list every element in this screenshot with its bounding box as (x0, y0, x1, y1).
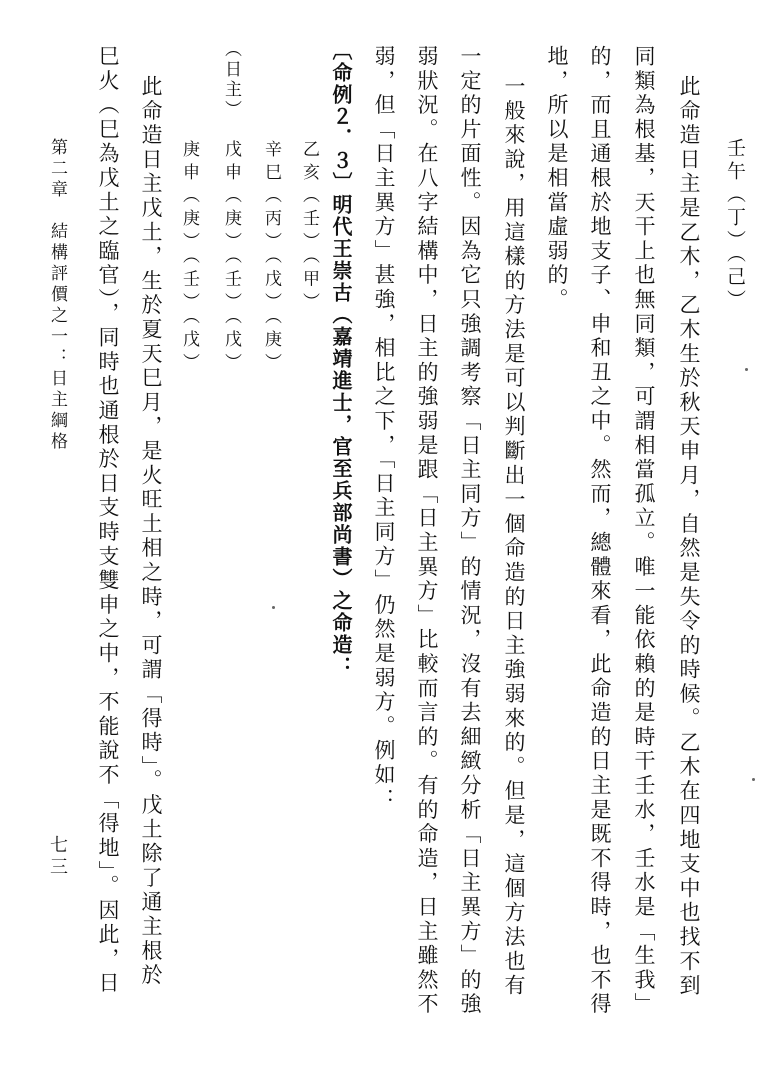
paragraph-2-line-3: 弱狀況。在八字結構中，日主的強弱是跟「日主異方」比較而言的。有的命造，日主雖然不 (415, 45, 439, 1017)
chapter-running-title: 第二章 結構評價之一：日主綱格 (47, 138, 67, 453)
paragraph-1-line-2: 同類為根基，天干上也無同類，可謂相當孤立。唯一能依賴的是時干壬水，壬水是「生我」 (632, 45, 656, 1017)
scan-speck (745, 368, 748, 371)
chart-pillar-hour: 庚申（庚）（壬）（戊） (179, 140, 199, 376)
paragraph-1-line-4: 地，所以是相當虛弱的。 (545, 45, 569, 313)
chart-pillar-month: 辛巳（丙）（戊）（庚） (261, 140, 281, 376)
paragraph-3-line-1: 此命造日主戊土，生於夏天巳月，是火旺土相之時，可謂「得時」。戊土除了通主根於 (139, 75, 163, 988)
chart-pillar-year: 乙亥（壬）（甲） (299, 140, 319, 316)
paragraph-1-line-3: 的，而且通根於地支子、申和丑之中。然而，總體來看，此命造的日主是既不得時，也不得 (588, 45, 612, 1017)
paragraph-2-line-4: 弱，但「日主異方」甚強，相比之下，「日主同方」仍然是弱方。例如： (372, 45, 396, 813)
paragraph-2-line-1: 一般來說，用這樣的方法是可以判斷出一個命造的日主強弱來的。但是，這個方法也有 (502, 75, 526, 999)
chart-pillar-day: 戊申（庚）（壬）（戊） (221, 140, 241, 376)
scan-speck (752, 778, 755, 781)
paragraph-2-line-2: 一定的片面性。因為它只強調考察「日主同方」的情況，沒有去細緻分析「日主異方」的強 (458, 45, 482, 1017)
paragraph-3-line-2: 巳火（巳為戊土之臨官），同時也通根於日支時支雙申之中，不能說不「得地」。因此，日 (96, 45, 120, 996)
page-number: 七三 (47, 835, 68, 879)
scan-speck (272, 606, 275, 609)
paragraph-1-line-1: 此命造日主是乙木，乙木生於秋天申月，自然是失令的時候。乙木在四地支中也找不到 (677, 75, 701, 999)
example-heading: 〔命例２．３〕明代王崇古（嘉靖進士，官至兵部尚書）之命造： (329, 40, 353, 678)
chart-day-master-label: （日主） (221, 40, 241, 120)
chart-pillar-line: 壬午（丁）（己） (724, 138, 746, 313)
